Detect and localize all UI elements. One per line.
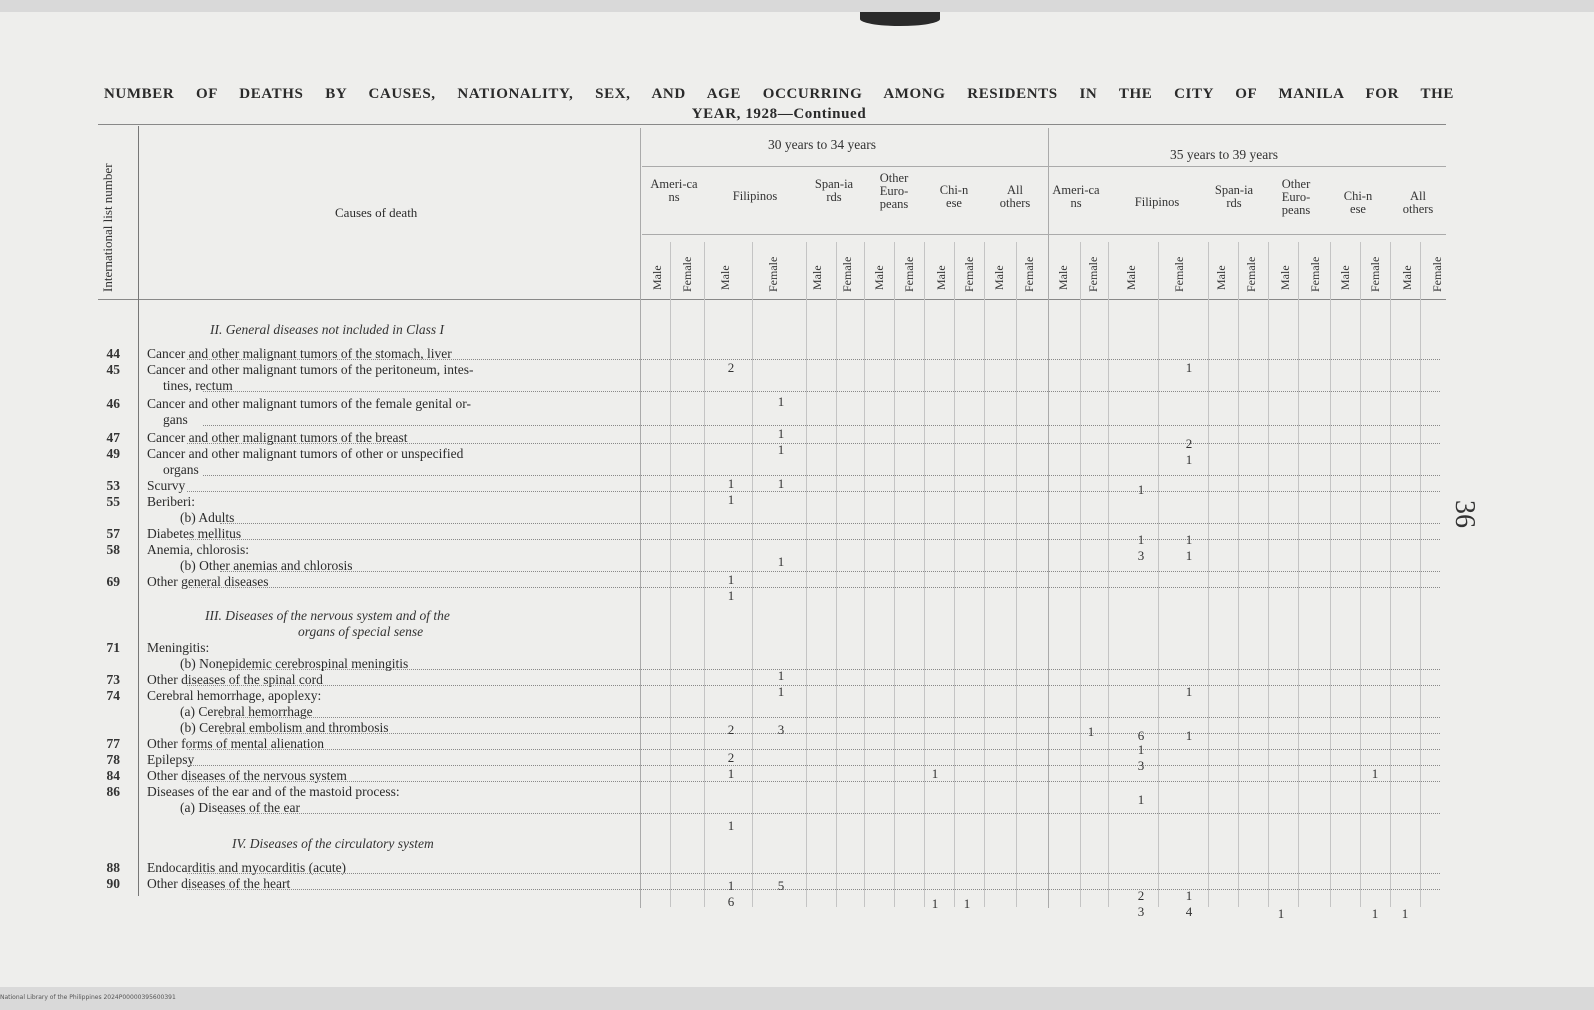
age-group-divider	[1048, 128, 1049, 908]
intl-list-number: 49	[106, 446, 120, 461]
leader-dots	[220, 732, 1440, 734]
cell-value: 1	[777, 476, 785, 491]
nat-chinese-2-label: Chi-nese	[1343, 189, 1373, 216]
intl-list-number: 55	[106, 494, 120, 509]
cell-value: 3	[1137, 904, 1145, 919]
column-rule	[1016, 242, 1017, 907]
column-rule	[924, 242, 925, 907]
cell-value: 1	[1137, 532, 1145, 547]
leader-dots	[187, 358, 1440, 360]
cell-value: 1	[777, 442, 785, 457]
footer-note: National Library of the Philippines 2024P00000395600391	[0, 994, 176, 1001]
cell-value: 1	[727, 476, 735, 491]
cell-value: 6	[1137, 728, 1145, 743]
cause-of-death: (b) Adults	[180, 510, 235, 525]
nat-other-europeans-1	[864, 172, 924, 211]
nat-chinese-2	[1330, 190, 1386, 216]
leader-dots	[220, 812, 1440, 814]
cause-of-death: Beriberi:	[147, 494, 195, 509]
cell-value: 1	[1137, 792, 1145, 807]
intl-list-number: 73	[106, 672, 120, 687]
leader-dots	[187, 748, 1440, 750]
leader-dots	[203, 424, 1440, 426]
column-rule	[1238, 242, 1239, 907]
cause-of-death: Other general diseases	[147, 574, 269, 589]
cell-value: 1	[1185, 728, 1193, 743]
nat-all-others-1	[986, 184, 1044, 210]
nat-all-others-2	[1390, 190, 1446, 216]
intl-list-number: 69	[106, 574, 120, 589]
cause-of-death: gans	[163, 412, 188, 427]
intl-list-number: 71	[106, 640, 120, 655]
intl-list-number: 58	[106, 542, 120, 557]
intl-list-number: 90	[106, 876, 120, 891]
cell-value: 3	[1137, 758, 1145, 773]
column-rule	[1208, 242, 1209, 907]
leader-dots	[220, 716, 1440, 718]
male-column-header: Male	[1214, 265, 1228, 290]
cause-of-death: tines, rectum	[163, 378, 233, 393]
column-rule	[1420, 242, 1421, 907]
cause-of-death: organs	[163, 462, 199, 477]
male-column-header: Male	[1124, 265, 1138, 290]
cell-value: 1	[777, 554, 785, 569]
female-column-header: Female	[840, 256, 854, 292]
cell-value: 4	[1185, 904, 1193, 919]
female-column-header: Female	[766, 256, 780, 292]
nat-all-others-2-label: All others	[1402, 189, 1434, 216]
cell-value: 1	[1185, 452, 1193, 467]
cause-of-death: Other forms of mental alienation	[147, 736, 324, 751]
nat-other-europeans-1-label: Other Euro-peans	[879, 171, 909, 211]
cause-of-death: Epilepsy	[147, 752, 195, 767]
cell-value: 1	[1185, 888, 1193, 903]
nat-americans-1-label: Ameri-cans	[650, 177, 698, 204]
cause-of-death: Diseases of the ear and of the mastoid process:	[147, 784, 400, 799]
cell-value: 1	[727, 766, 735, 781]
cell-value: 1	[727, 878, 735, 893]
female-column-header: Female	[902, 256, 916, 292]
column-rule	[752, 242, 753, 907]
intl-list-number: 77	[106, 736, 120, 751]
female-column-header: Female	[1086, 256, 1100, 292]
male-column-header: Male	[1400, 265, 1414, 290]
nat-chinese-1	[926, 184, 982, 210]
cell-value: 1	[727, 572, 735, 587]
cell-value: 1	[963, 896, 971, 911]
nat-filipinos-1: Filipinos	[732, 189, 778, 203]
leader-dots	[187, 888, 1440, 890]
nat-other-europeans-2	[1266, 178, 1326, 217]
cell-value: 1	[931, 896, 939, 911]
nat-spaniards-2	[1206, 184, 1262, 210]
intl-list-number: 46	[106, 396, 120, 411]
intl-list-number: 88	[106, 860, 120, 875]
nationality-header-rule	[642, 234, 1446, 235]
age-group-30-34: 30 years to 34 years	[768, 137, 876, 152]
scanned-page	[0, 12, 1594, 987]
column-rule	[1268, 242, 1269, 907]
male-column-header: Male	[650, 265, 664, 290]
cell-value: 2	[727, 722, 735, 737]
column-rule	[894, 242, 895, 907]
cell-value: 1	[777, 426, 785, 441]
cell-value: 3	[777, 722, 785, 737]
male-column-header: Male	[718, 265, 732, 290]
column-rule	[1360, 242, 1361, 907]
cause-of-death: Other diseases of the nervous system	[147, 768, 347, 783]
leader-dots	[203, 390, 1440, 392]
cell-value: 1	[1087, 724, 1095, 739]
male-column-header: Male	[1056, 265, 1070, 290]
male-column-header: Male	[1338, 265, 1352, 290]
intl-list-number: 84	[106, 768, 120, 783]
nat-spaniards-2-label: Span-iards	[1214, 183, 1254, 210]
column-rule	[1158, 242, 1159, 907]
leader-dots	[220, 570, 1440, 572]
nat-filipinos-2: Filipinos	[1134, 195, 1180, 209]
leader-dots	[187, 442, 1440, 444]
male-column-header: Male	[1278, 265, 1292, 290]
female-column-header: Female	[1244, 256, 1258, 292]
table-title-line1: NUMBER OF DEATHS BY CAUSES, NATIONALITY, SEX, AND AGE OCCURRING AMONG RESIDENTS IN THE CITY OF MANILA FOR THE	[104, 86, 1454, 102]
cell-value: 1	[727, 818, 735, 833]
cell-value: 1	[1137, 742, 1145, 757]
cause-of-death: (a) Diseases of the ear	[180, 800, 300, 815]
nat-chinese-1-label: Chi-nese	[939, 183, 969, 210]
cell-value: 1	[727, 492, 735, 507]
cause-of-death: Cancer and other malignant tumors of the peritoneum, intes-	[147, 362, 474, 377]
column-rule	[704, 242, 705, 907]
cell-value: 1	[777, 684, 785, 699]
column-rule	[984, 242, 985, 907]
female-column-header: Female	[1308, 256, 1322, 292]
cell-value: 1	[1185, 532, 1193, 547]
cell-value: 2	[1185, 436, 1193, 451]
nat-americans-2-label: Ameri-cans	[1052, 183, 1100, 210]
cause-of-death: (a) Cerebral hemorrhage	[180, 704, 313, 719]
cause-of-death: (b) Other anemias and chlorosis	[180, 558, 353, 573]
leader-dots	[187, 872, 1440, 874]
female-column-header: Female	[1368, 256, 1382, 292]
nat-americans-2	[1048, 184, 1104, 210]
leader-dots	[187, 490, 1440, 492]
leader-dots	[220, 668, 1440, 670]
cell-value: 2	[1137, 888, 1145, 903]
section-2-heading: II. General diseases not included in Class I	[210, 322, 444, 337]
cause-of-death: Scurvy	[147, 478, 186, 493]
female-column-header: Female	[962, 256, 976, 292]
section-3-heading-line1: III. Diseases of the nervous system and of the	[205, 608, 450, 623]
age-header-rule	[642, 166, 1446, 167]
column-rule	[954, 242, 955, 907]
intl-list-header: International list number	[100, 163, 115, 292]
column-rule	[1390, 242, 1391, 907]
cell-value: 1	[1185, 548, 1193, 563]
cell-value: 1	[727, 588, 735, 603]
female-column-header: Female	[680, 256, 694, 292]
cause-of-death: Other diseases of the heart	[147, 876, 291, 891]
nat-other-europeans-2-label: Other Euro-peans	[1281, 177, 1311, 217]
cell-value: 1	[1401, 906, 1409, 921]
male-column-header: Male	[992, 265, 1006, 290]
cell-value: 1	[1137, 482, 1145, 497]
leader-dots	[187, 780, 1440, 782]
cell-value: 2	[727, 750, 735, 765]
intl-list-number: 47	[106, 430, 120, 445]
column-rule	[1108, 242, 1109, 907]
cell-value: 1	[931, 766, 939, 781]
cell-value: 1	[777, 394, 785, 409]
cell-value: 2	[727, 360, 735, 375]
cause-of-death: Diabetes mellitus	[147, 526, 242, 541]
leader-dots	[187, 586, 1440, 588]
intl-list-number: 44	[106, 346, 120, 361]
binding-shadow	[860, 12, 940, 26]
intl-list-number: 86	[106, 784, 120, 799]
leader-dots	[203, 474, 1440, 476]
cell-value: 1	[777, 668, 785, 683]
column-rule	[670, 242, 671, 907]
nat-spaniards-1-label: Span-iards	[814, 177, 854, 204]
table-title-line2: YEAR, 1928—Continued	[691, 106, 867, 122]
cell-value: 1	[1371, 766, 1379, 781]
male-column-header: Male	[872, 265, 886, 290]
nat-americans-1	[644, 178, 704, 204]
causes-header: Causes of death	[335, 205, 418, 220]
cause-of-death: Cancer and other malignant tumors of other or unspecified	[147, 446, 464, 461]
header-bottom-rule	[98, 299, 1446, 300]
column-rule	[1330, 242, 1331, 907]
cause-of-death: Anemia, chlorosis:	[147, 542, 249, 557]
nat-spaniards-1	[806, 178, 862, 204]
intl-list-number: 57	[106, 526, 120, 541]
cause-of-death: Cancer and other malignant tumors of the breast	[147, 430, 408, 445]
female-column-header: Female	[1430, 256, 1444, 292]
section-3-heading-line2: organs of special sense	[298, 624, 424, 639]
header-top-rule	[98, 124, 1446, 125]
intl-list-number: 78	[106, 752, 120, 767]
intl-list-number: 53	[106, 478, 120, 493]
column-rule	[1298, 242, 1299, 907]
cell-value: 5	[777, 878, 785, 893]
cell-value: 1	[1185, 360, 1193, 375]
age-group-35-39: 35 years to 39 years	[1170, 147, 1278, 162]
cause-of-death: (b) Cerebral embolism and thrombosis	[180, 720, 389, 735]
cell-value: 3	[1137, 548, 1145, 563]
intl-list-number: 45	[106, 362, 120, 377]
cause-of-death: Cerebral hemorrhage, apoplexy:	[147, 688, 322, 703]
num-column-divider	[138, 126, 139, 896]
cell-value: 1	[1371, 906, 1379, 921]
nat-all-others-1-label: All others	[999, 183, 1031, 210]
leader-dots	[220, 522, 1440, 524]
female-column-header: Female	[1022, 256, 1036, 292]
column-rule	[864, 242, 865, 907]
page-number: 36	[1449, 500, 1480, 528]
cell-value: 1	[1277, 906, 1285, 921]
cause-of-death: Meningitis:	[147, 640, 210, 655]
cell-value: 6	[727, 894, 735, 909]
column-rule	[1080, 242, 1081, 907]
cause-of-death: (b) Nonepidemic cerebrospinal meningitis	[180, 656, 409, 671]
cell-value: 1	[1185, 684, 1193, 699]
cause-of-death: Cancer and other malignant tumors of the female genital or-	[147, 396, 471, 411]
leader-dots	[187, 764, 1440, 766]
leader-dots	[187, 684, 1440, 686]
column-rule	[806, 242, 807, 907]
section-4-heading: IV. Diseases of the circulatory system	[232, 836, 434, 851]
column-rule	[836, 242, 837, 907]
causes-column-divider	[640, 128, 641, 908]
male-column-header: Male	[934, 265, 948, 290]
male-column-header: Male	[810, 265, 824, 290]
cause-of-death: Cancer and other malignant tumors of the stomach, liver	[147, 346, 452, 361]
cause-of-death: Other diseases of the spinal cord	[147, 672, 323, 687]
cause-of-death: Endocarditis and myocarditis (acute)	[147, 860, 347, 875]
female-column-header: Female	[1172, 256, 1186, 292]
intl-list-number: 74	[106, 688, 120, 703]
leader-dots	[187, 538, 1440, 540]
